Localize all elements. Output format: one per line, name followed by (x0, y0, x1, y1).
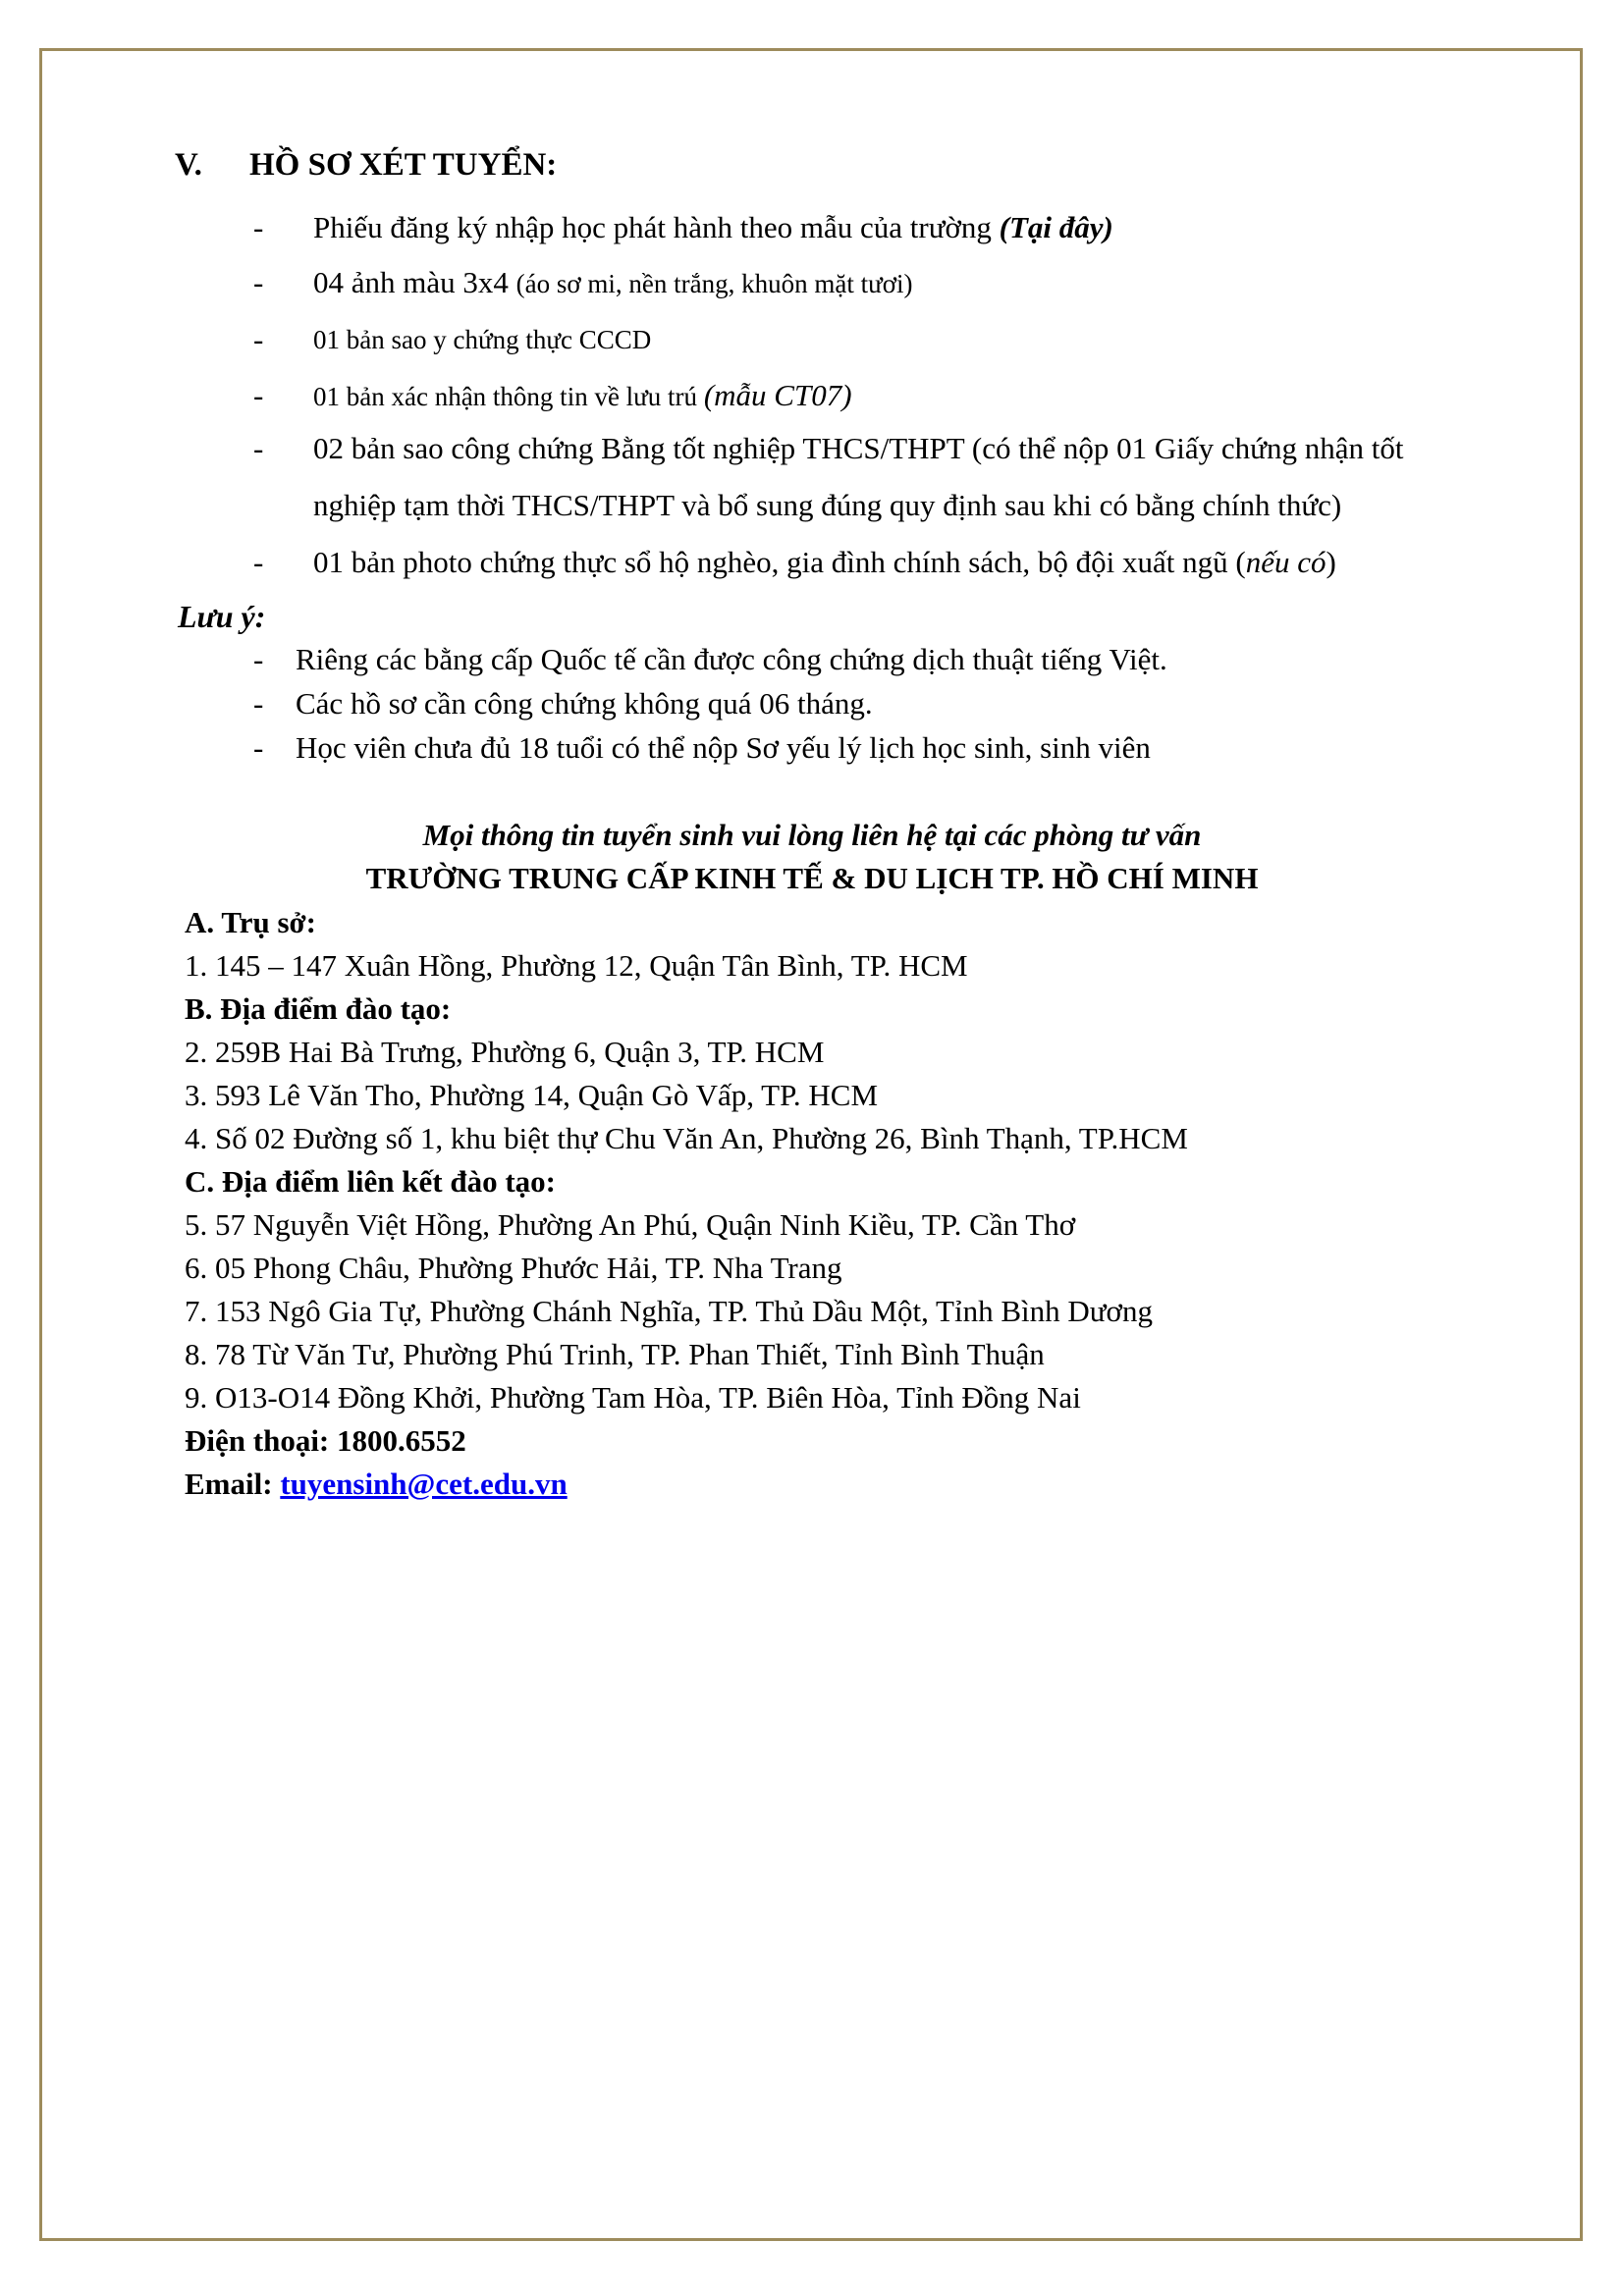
bullet-dash: - (253, 378, 264, 412)
note-text: Học viên chưa đủ 18 tuổi có thể nộp Sơ yếu lý lịch học sinh, sinh viên (296, 730, 1151, 765)
address-line: 4. Số 02 Đường số 1, khu biệt thự Chu Văn An, Phường 26, Bình Thạnh, TP.HCM (185, 1121, 1188, 1155)
requirement-text: 01 bản xác nhận thông tin về lưu trú (313, 382, 704, 411)
note-text: Các hồ sơ cần công chứng không quá 06 tháng. (296, 686, 873, 721)
bullet-dash: - (253, 322, 264, 356)
address-line: 7. 153 Ngô Gia Tự, Phường Chánh Nghĩa, TP. Thủ Dầu Một, Tỉnh Bình Dương (185, 1294, 1153, 1328)
bullet-dash: - (253, 431, 264, 465)
address-line: 5. 57 Nguyễn Việt Hồng, Phường An Phú, Quận Ninh Kiều, TP. Cần Thơ (185, 1207, 1076, 1242)
note-title: Lưu ý: (178, 599, 266, 634)
contact-intro: Mọi thông tin tuyển sinh vui lòng liên hệ tại các phòng tư vấn (422, 818, 1202, 852)
email-link[interactable]: tuyensinh@cet.edu.vn (280, 1467, 568, 1501)
bullet-dash: - (253, 730, 264, 765)
requirement-text: Phiếu đăng ký nhập học phát hành theo mẫu của trường (313, 210, 1000, 244)
bullet-dash: - (253, 265, 264, 299)
requirement-text: 02 bản sao công chứng Bằng tốt nghiệp THCS/THPT (có thể nộp 01 Giấy chứng nhận tốt (313, 431, 1404, 465)
requirement-text-continued: nghiệp tạm thời THCS/THPT và bổ sung đúng quy định sau khi có bằng chính thức) (313, 488, 1342, 522)
address-line: 8. 78 Từ Văn Tư, Phường Phú Trinh, TP. Phan Thiết, Tỉnh Bình Thuận (185, 1337, 1045, 1371)
note-text: Riêng các bằng cấp Quốc tế cần được công chứng dịch thuật tiếng Việt. (296, 642, 1167, 676)
bullet-dash: - (253, 686, 264, 721)
address-line: 1. 145 – 147 Xuân Hồng, Phường 12, Quận Tân Bình, TP. HCM (185, 948, 968, 983)
head-office-label: A. Trụ sở: (185, 905, 317, 939)
requirement-condition: nếu có (1245, 545, 1326, 579)
address-line: 2. 259B Hai Bà Trưng, Phường 6, Quận 3, TP. HCM (185, 1035, 825, 1069)
address-line: 6. 05 Phong Châu, Phường Phước Hải, TP. Nha Trang (185, 1251, 842, 1285)
email-line (185, 1465, 568, 1504)
requirement-form-code: (mẫu CT07) (703, 378, 852, 412)
requirement-text: 01 bản sao y chứng thực CCCD (313, 325, 652, 354)
section-title: HỒ SƠ XÉT TUYỂN: (249, 147, 558, 183)
closing-paren: ) (1326, 545, 1336, 579)
section-heading (175, 147, 557, 184)
school-name: TRƯỜNG TRUNG CẤP KINH TẾ & DU LỊCH TP. HỒ CHÍ MINH (365, 861, 1259, 895)
bullet-dash: - (253, 545, 264, 579)
requirement-text: 01 bản photo chứng thực sổ hộ nghèo, gia đình chính sách, bộ đội xuất ngũ ( (313, 545, 1246, 579)
section-number: V. (175, 147, 202, 183)
requirement-text: 04 ảnh màu 3x4 (313, 265, 516, 299)
training-locations-label: B. Địa điểm đào tạo: (185, 991, 452, 1026)
bullet-dash: - (253, 210, 264, 244)
address-line: 3. 593 Lê Văn Tho, Phường 14, Quận Gò Vấp, TP. HCM (185, 1078, 879, 1112)
form-link-text[interactable]: (Tại đây) (999, 210, 1113, 244)
email-label: Email: (185, 1467, 281, 1501)
requirement-detail: (áo sơ mi, nền trắng, khuôn mặt tươi) (515, 269, 913, 298)
phone-line: Điện thoại: 1800.6552 (185, 1423, 466, 1458)
bullet-dash: - (253, 642, 264, 676)
partner-locations-label: C. Địa điểm liên kết đào tạo: (185, 1164, 557, 1199)
address-line: 9. O13-O14 Đồng Khởi, Phường Tam Hòa, TP. Biên Hòa, Tỉnh Đồng Nai (185, 1380, 1081, 1415)
